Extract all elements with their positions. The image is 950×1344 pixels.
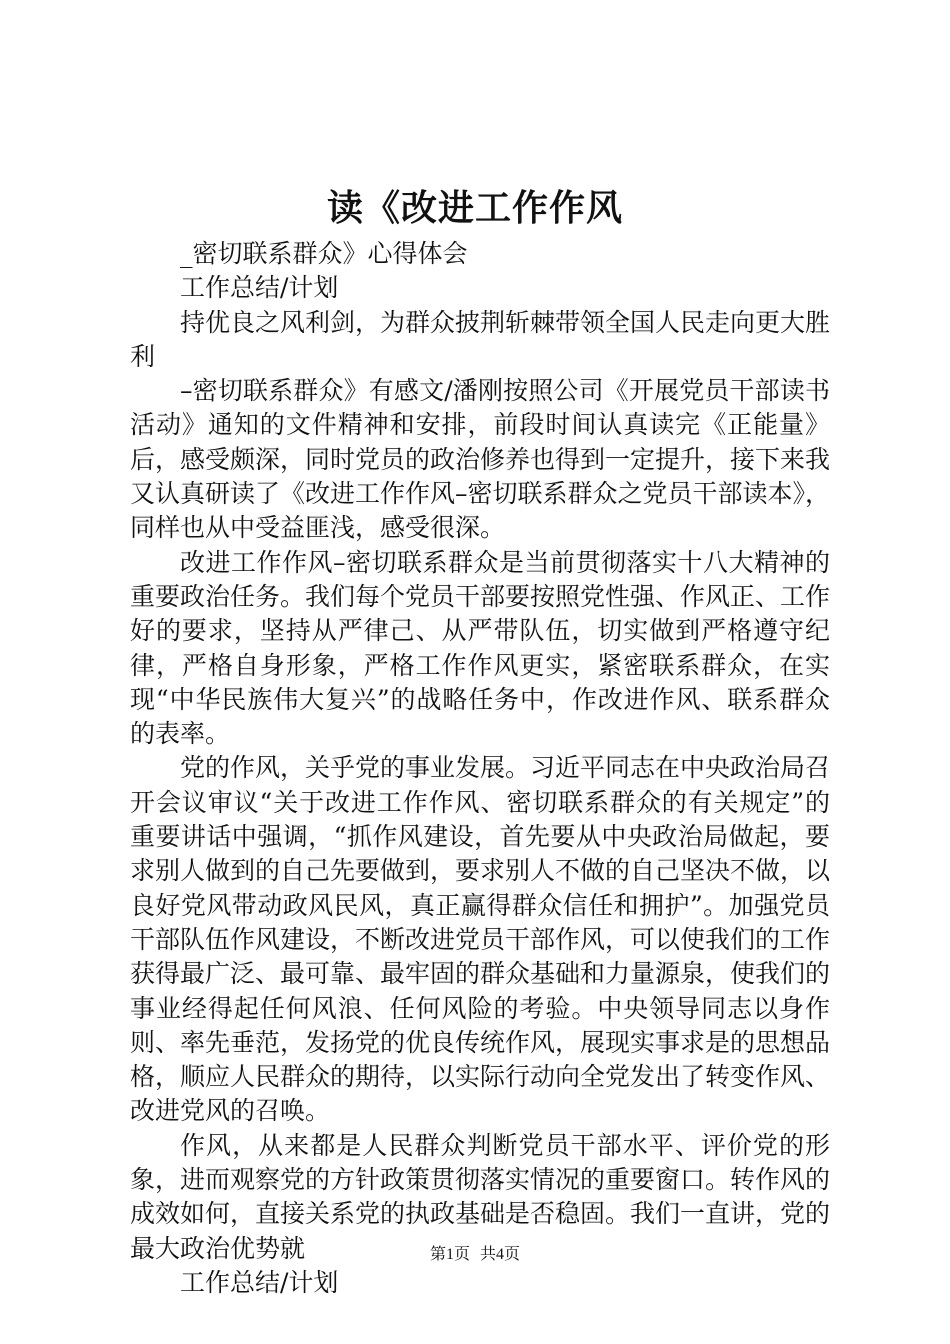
paragraph: 作风，从来都是人民群众判断党员干部水平、评价党的形象，进而观察党的方针政策贯彻落实情况的重要窗口。转作风的成效如何，直接关系党的执政基础是否稳固。我们一直讲，党的最大政治优势就 [130, 1130, 831, 1263]
paragraph: 改进工作作风–密切联系群众是当前贯彻落实十八大精神的重要政治任务。我们每个党员干部要按照党性强、作风正、工作好的要求，坚持从严律己、从严带队伍，切实做到严格遵守纪律，严格自身形象，严格工作作风更实，紧密联系群众，在实现“中华民族伟大复兴”的战略任务中，作改进作风、联系群众的表率。 [130, 547, 831, 749]
page-total: 共4页 [480, 1246, 521, 1263]
page-footer [0, 1245, 950, 1265]
paragraph: –密切联系群众》有感文/潘刚按照公司《开展党员干部读书活动》通知的文件精神和安排，前段时间认真读完《正能量》后，感受颇深，同时党员的政治修养也得到一定提升，接下来我又认真研读了《改进工作作风–密切联系群众之党员干部读本》，同样也从中受益匪浅，感受很深。 [130, 376, 831, 543]
document-title: 读《改进工作作风 [326, 187, 623, 229]
document-body [130, 237, 830, 1300]
paragraph: 党的作风，关乎党的事业发展。习近平同志在中央政治局召开会议审议“关于改进工作作风、密切联系群众的有关规定”的重要讲话中强调，“抓作风建设，首先要从中央政治局做起，要求别人做到的自己先要做到，要求别人不做的自己坚决不做，以良好党风带动政风民风，真正赢得群众信任和拥护”。加强党员干部队伍作风建设，不断改进党员干部作风，可以使我们的工作获得最广泛、最可靠、最牢固的群众基础和力量源泉，使我们的事业经得起任何风浪、任何风险的考验。中央领导同志以身作则、率先垂范，发扬党的优良传统作风，展现实事求是的思想品格，顺应人民群众的期待，以实际行动向全党发出了转变作风、改进党风的召唤。 [130, 753, 831, 1126]
paragraph: 持优良之风利剑，为群众披荆斩棘带领全国人民走向更大胜利 [130, 307, 831, 371]
category-label: 工作总结/计划 [180, 273, 339, 303]
page-number: 第1页 [429, 1246, 470, 1263]
subtitle-line: _密切联系群众》心得体会 [180, 239, 468, 268]
category-label: 工作总结/计划 [180, 1267, 339, 1297]
